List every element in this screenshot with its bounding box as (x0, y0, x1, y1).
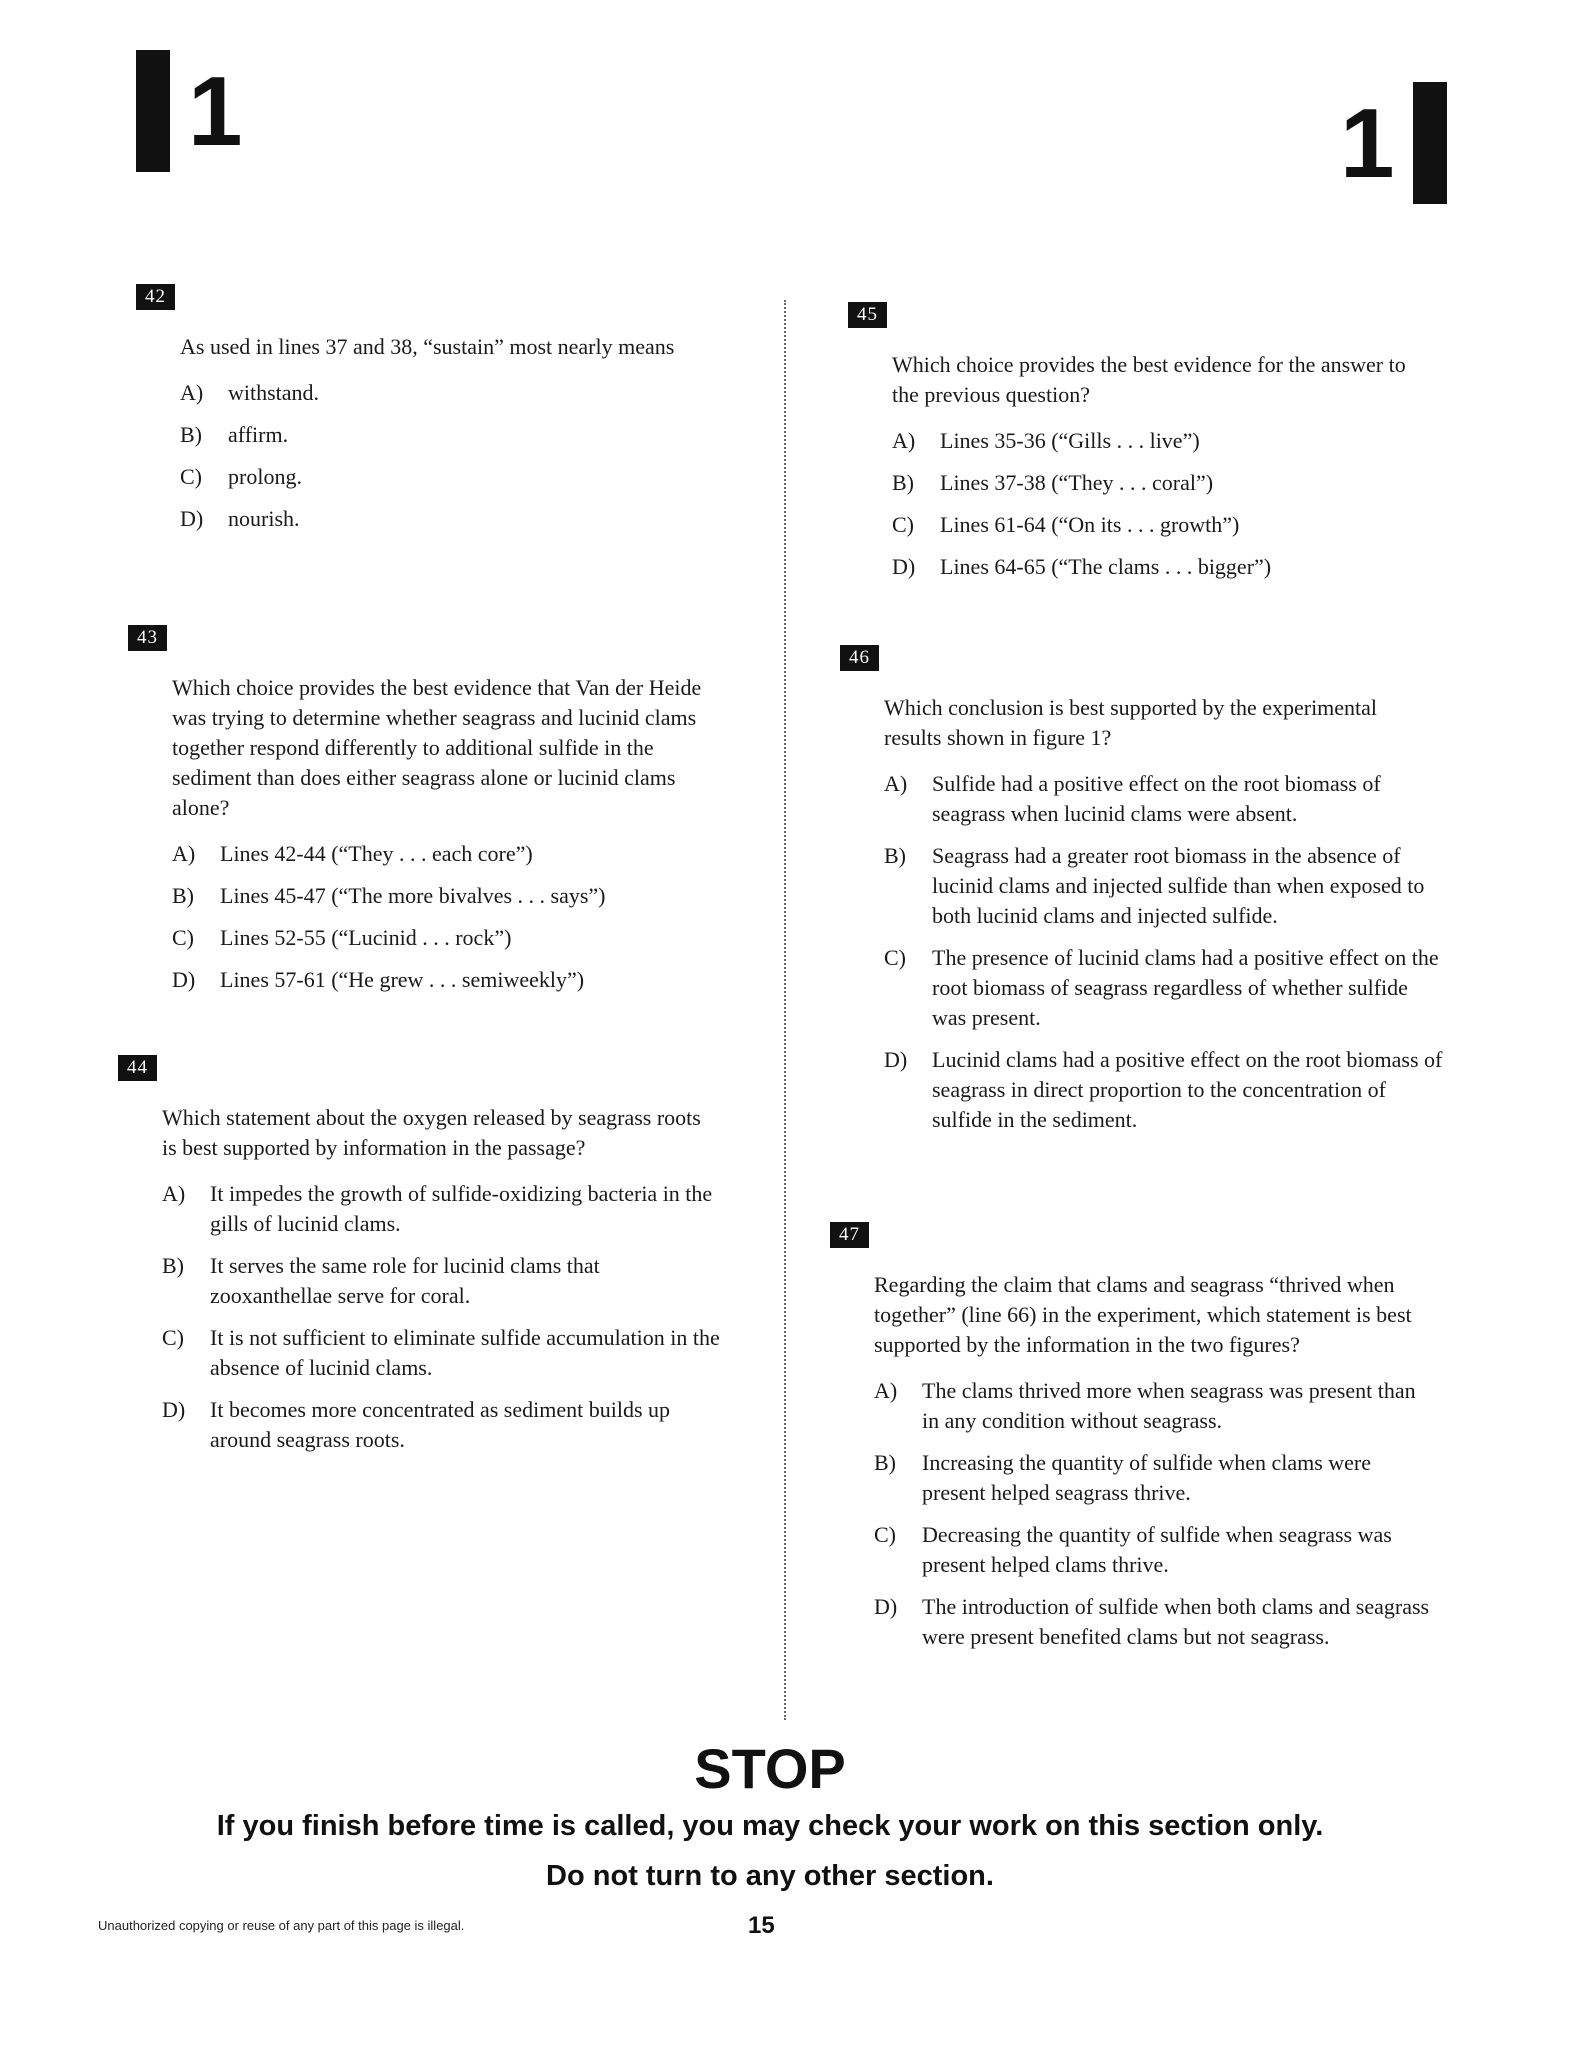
option-letter: B) (884, 843, 906, 868)
option-letter: A) (162, 1181, 186, 1206)
option-letter: D) (172, 967, 196, 992)
question-stem: Which statement about the oxygen released by seagrass roots is best supported by information in the passage? (162, 1105, 701, 1160)
section-number-left (136, 50, 243, 172)
question-42 (136, 284, 716, 546)
option-text: prolong. (228, 464, 302, 489)
option-letter: C) (892, 512, 914, 537)
option-text: Lines 61-64 (“On its . . . growth”) (940, 512, 1240, 537)
question-stem: Which choice provides the best evidence for the answer to the previous question? (892, 352, 1406, 407)
answer-option-d[interactable] (162, 1395, 722, 1455)
answer-option-a[interactable] (874, 1376, 1434, 1436)
stop-instruction-1: If you finish before time is called, you may check your work on this section only. (216, 1810, 1324, 1842)
stop-heading: STOP (694, 1737, 846, 1800)
option-text: Lines 37-38 (“They . . . coral”) (940, 470, 1214, 495)
section-number: 1 (188, 56, 243, 166)
answer-option-c[interactable] (172, 923, 732, 953)
question-number-badge: 43 (128, 625, 167, 651)
answer-option-d[interactable] (874, 1592, 1434, 1652)
question-stem: As used in lines 37 and 38, “sustain” most nearly means (180, 334, 675, 359)
option-letter: C) (180, 464, 202, 489)
option-text: Lines 45-47 (“The more bivalves . . . says”) (220, 883, 606, 908)
stop-instruction-2: Do not turn to any other section. (546, 1860, 994, 1892)
option-text: Lucinid clams had a positive effect on the root biomass of seagrass in direct proportion to the concentration of sulfide in the sediment. (932, 1047, 1443, 1132)
section-bar (1413, 82, 1447, 204)
question-stem: Which conclusion is best supported by the experimental results shown in figure 1? (884, 695, 1378, 750)
question-stem: Regarding the claim that clams and seagrass “thrived when together” (line 66) in the experiment, which statement is best supported by the information in the two figures? (874, 1272, 1412, 1357)
option-text: The presence of lucinid clams had a positive effect on the root biomass of seagrass regardless of whether sulfide was present. (932, 945, 1439, 1030)
option-text: Sulfide had a positive effect on the root biomass of seagrass when lucinid clams were absent. (932, 771, 1381, 826)
answer-option-a[interactable] (892, 426, 1452, 456)
question-47 (830, 1222, 1430, 1664)
option-letter: A) (172, 841, 196, 866)
answer-option-a[interactable] (172, 839, 732, 869)
option-text: It becomes more concentrated as sediment builds up around seagrass roots. (210, 1397, 671, 1452)
answer-option-b[interactable] (874, 1448, 1434, 1508)
section-bar (136, 50, 170, 172)
answer-option-b[interactable] (884, 841, 1444, 931)
answer-option-c[interactable] (884, 943, 1444, 1033)
question-number-badge: 42 (136, 284, 175, 310)
answer-option-a[interactable] (884, 769, 1444, 829)
option-letter: A) (892, 428, 916, 453)
answer-option-b[interactable] (172, 881, 732, 911)
question-number-badge: 44 (118, 1055, 157, 1081)
answer-option-d[interactable] (884, 1045, 1444, 1135)
question-stem: Which choice provides the best evidence that Van der Heide was trying to determine whether seagrass and lucinid clams together respond differently to additional sulfide in the sediment than does either seagrass alone or lucinid clams alone? (172, 675, 702, 820)
option-letter: D) (884, 1047, 908, 1072)
answer-option-c[interactable] (180, 462, 740, 492)
option-letter: C) (172, 925, 194, 950)
option-letter: D) (892, 554, 916, 579)
option-text: Seagrass had a greater root biomass in the absence of lucinid clams and injected sulfide than when exposed to both lucinid clams and injected sulfide. (932, 843, 1425, 928)
option-letter: B) (892, 470, 914, 495)
question-number-badge: 45 (848, 302, 887, 328)
option-text: Lines 57-61 (“He grew . . . semiweekly”) (220, 967, 585, 992)
option-text: The introduction of sulfide when both clams and seagrass were present benefited clams but not seagrass. (922, 1594, 1430, 1649)
question-44 (118, 1055, 720, 1467)
option-letter: D) (162, 1397, 186, 1422)
column-divider (784, 300, 786, 1720)
option-text: It impedes the growth of sulfide-oxidizing bacteria in the gills of lucinid clams. (210, 1181, 713, 1236)
option-text: affirm. (228, 422, 289, 447)
option-letter: A) (884, 771, 908, 796)
option-letter: C) (874, 1522, 896, 1547)
answer-option-c[interactable] (874, 1520, 1434, 1580)
option-letter: B) (162, 1253, 184, 1278)
question-46 (840, 645, 1443, 1147)
option-text: Lines 64-65 (“The clams . . . bigger”) (940, 554, 1272, 579)
option-letter: B) (874, 1450, 896, 1475)
option-text: It serves the same role for lucinid clams that zooxanthellae serve for coral. (210, 1253, 600, 1308)
answer-option-c[interactable] (892, 510, 1452, 540)
option-text: It is not sufficient to eliminate sulfide accumulation in the absence of lucinid clams. (210, 1325, 720, 1380)
option-text: Increasing the quantity of sulfide when clams were present helped seagrass thrive. (922, 1450, 1372, 1505)
option-letter: D) (874, 1594, 898, 1619)
question-number-badge: 46 (840, 645, 879, 671)
option-text: nourish. (228, 506, 300, 531)
section-number-right (1340, 82, 1447, 204)
option-letter: D) (180, 506, 204, 531)
answer-option-d[interactable] (172, 965, 732, 995)
option-letter: C) (162, 1325, 184, 1350)
answer-option-a[interactable] (180, 378, 740, 408)
question-45 (848, 302, 1428, 594)
answer-option-d[interactable] (892, 552, 1452, 582)
option-text: The clams thrived more when seagrass was present than in any condition without seagrass. (922, 1378, 1416, 1433)
option-text: Decreasing the quantity of sulfide when seagrass was present helped clams thrive. (922, 1522, 1392, 1577)
option-letter: A) (874, 1378, 898, 1403)
page-number: 15 (748, 1912, 775, 1939)
answer-option-a[interactable] (162, 1179, 722, 1239)
option-letter: A) (180, 380, 204, 405)
option-letter: C) (884, 945, 906, 970)
answer-option-b[interactable] (162, 1251, 722, 1311)
answer-option-c[interactable] (162, 1323, 722, 1383)
section-number: 1 (1340, 88, 1395, 198)
answer-option-d[interactable] (180, 504, 740, 534)
answer-option-b[interactable] (180, 420, 740, 450)
answer-option-b[interactable] (892, 468, 1452, 498)
option-letter: B) (180, 422, 202, 447)
copyright-notice: Unauthorized copying or reuse of any part of this page is illegal. (98, 1918, 465, 1933)
question-43 (128, 625, 708, 1007)
option-text: withstand. (228, 380, 320, 405)
option-text: Lines 42-44 (“They . . . each core”) (220, 841, 533, 866)
option-text: Lines 35-36 (“Gills . . . live”) (940, 428, 1200, 453)
question-number-badge: 47 (830, 1222, 869, 1248)
option-letter: B) (172, 883, 194, 908)
option-text: Lines 52-55 (“Lucinid . . . rock”) (220, 925, 512, 950)
